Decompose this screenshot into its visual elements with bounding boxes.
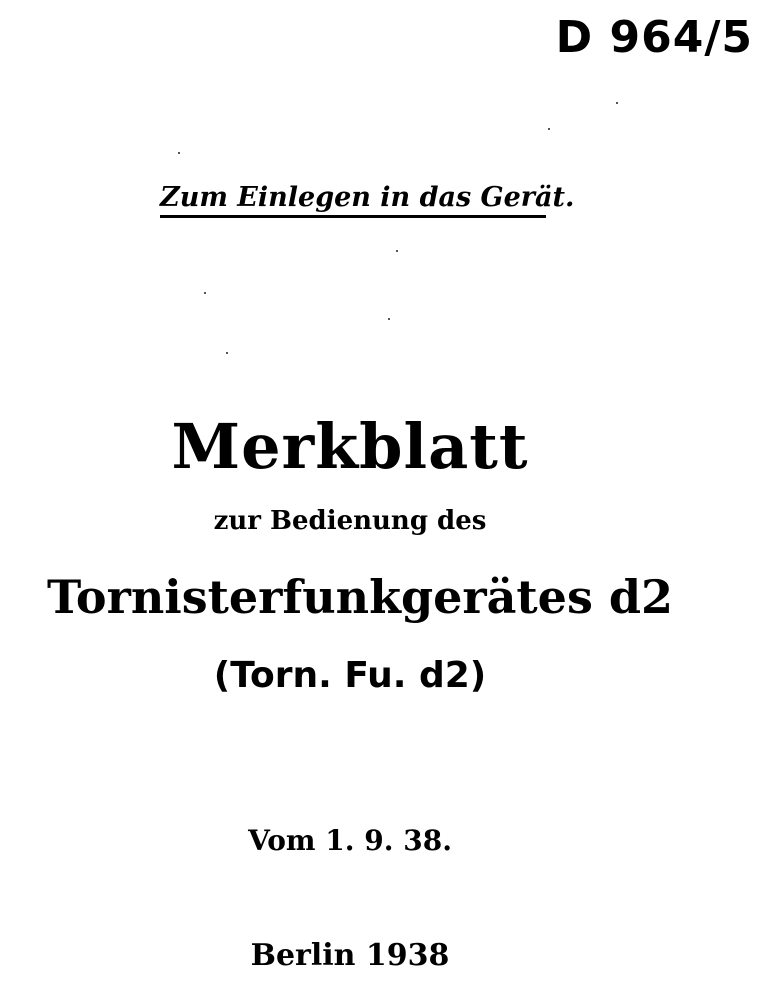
- scan-speck: [226, 352, 228, 354]
- device-name: Tornisterfunkgerätes d2: [46, 570, 674, 624]
- scan-speck: [616, 102, 618, 104]
- scan-speck: [548, 128, 550, 130]
- document-title: Merkblatt: [171, 410, 529, 483]
- scan-speck: [388, 318, 390, 320]
- scan-speck: [396, 250, 398, 252]
- issue-date: Vom 1. 9. 38.: [248, 824, 452, 857]
- document-number: D 964/5: [555, 12, 753, 63]
- publication-place-year: Berlin 1938: [250, 938, 450, 973]
- scan-speck: [204, 292, 206, 294]
- scan-speck: [178, 152, 180, 154]
- document-subtitle: zur Bedienung des: [213, 506, 487, 536]
- insert-note: Zum Einlegen in das Gerät.: [160, 182, 546, 218]
- device-abbreviation: (Torn. Fu. d2): [213, 655, 487, 696]
